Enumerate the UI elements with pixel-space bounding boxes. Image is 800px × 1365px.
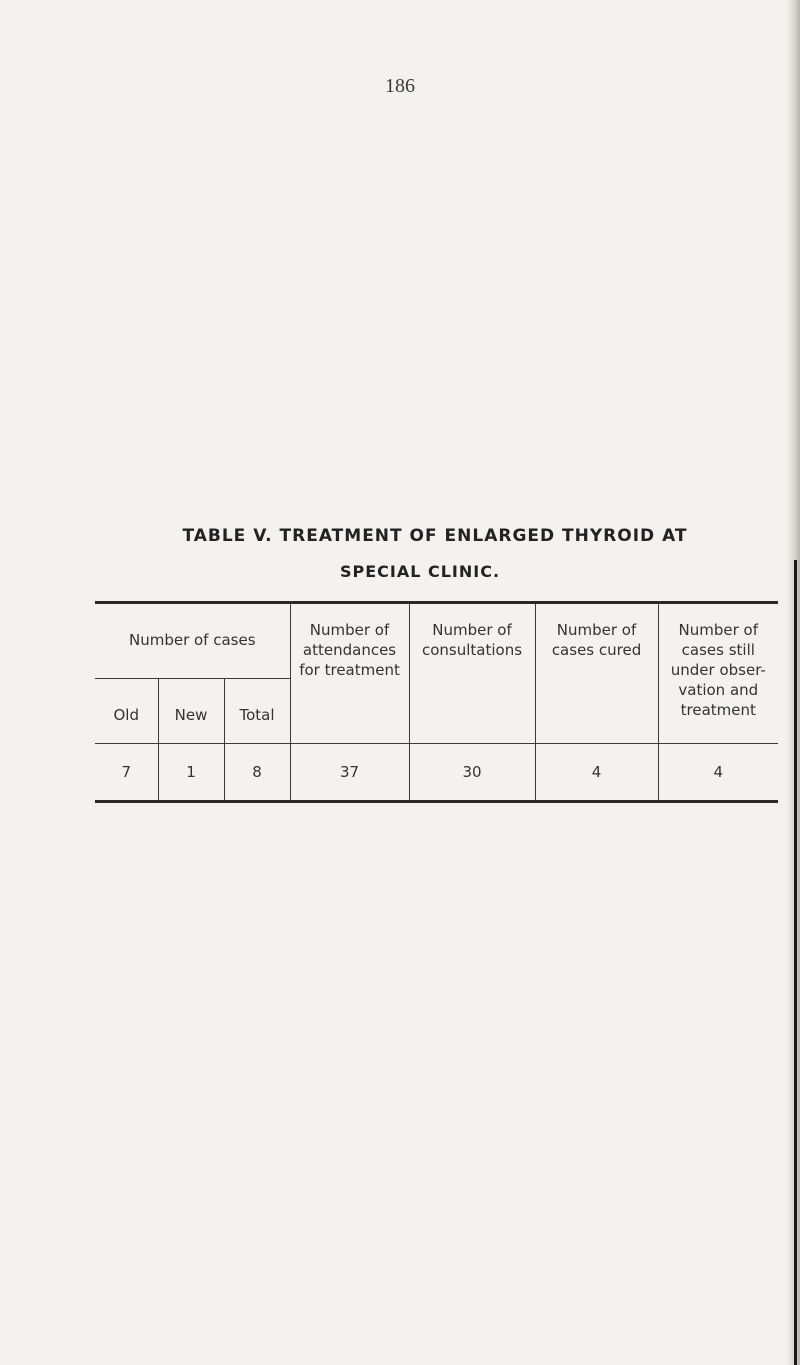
header-cases-still-under: Number of cases still under obser- vation and treatment bbox=[670, 621, 766, 719]
header-row-top bbox=[95, 603, 778, 679]
header-attendances: Number of attendances for treatment bbox=[290, 603, 409, 744]
cell-old: 7 bbox=[95, 744, 158, 802]
cell-consultations: 30 bbox=[409, 744, 535, 802]
binding-edge-line bbox=[794, 560, 797, 1365]
thyroid-treatment-table bbox=[95, 601, 778, 803]
header-number-of-cases: Number of cases bbox=[95, 603, 290, 679]
cell-still-under: 4 bbox=[713, 763, 724, 781]
header-new: New bbox=[158, 679, 224, 744]
page-edge-shadow bbox=[786, 0, 800, 1365]
header-old: Old bbox=[95, 679, 158, 744]
header-total: Total bbox=[224, 679, 290, 744]
cell-total: 8 bbox=[224, 744, 290, 802]
header-cases-cured: Number of cases cured bbox=[535, 603, 658, 744]
header-consultations: Number of consultations bbox=[409, 603, 535, 744]
cell-new: 1 bbox=[158, 744, 224, 802]
table-row bbox=[95, 744, 778, 802]
cell-attendances: 37 bbox=[290, 744, 409, 802]
table-subtitle: SPECIAL CLINIC. bbox=[339, 562, 501, 581]
page-number: 186 bbox=[385, 75, 415, 97]
cell-cured: 4 bbox=[535, 744, 658, 802]
table-title: TABLE V. TREATMENT OF ENLARGED THYROID AT bbox=[182, 526, 688, 546]
